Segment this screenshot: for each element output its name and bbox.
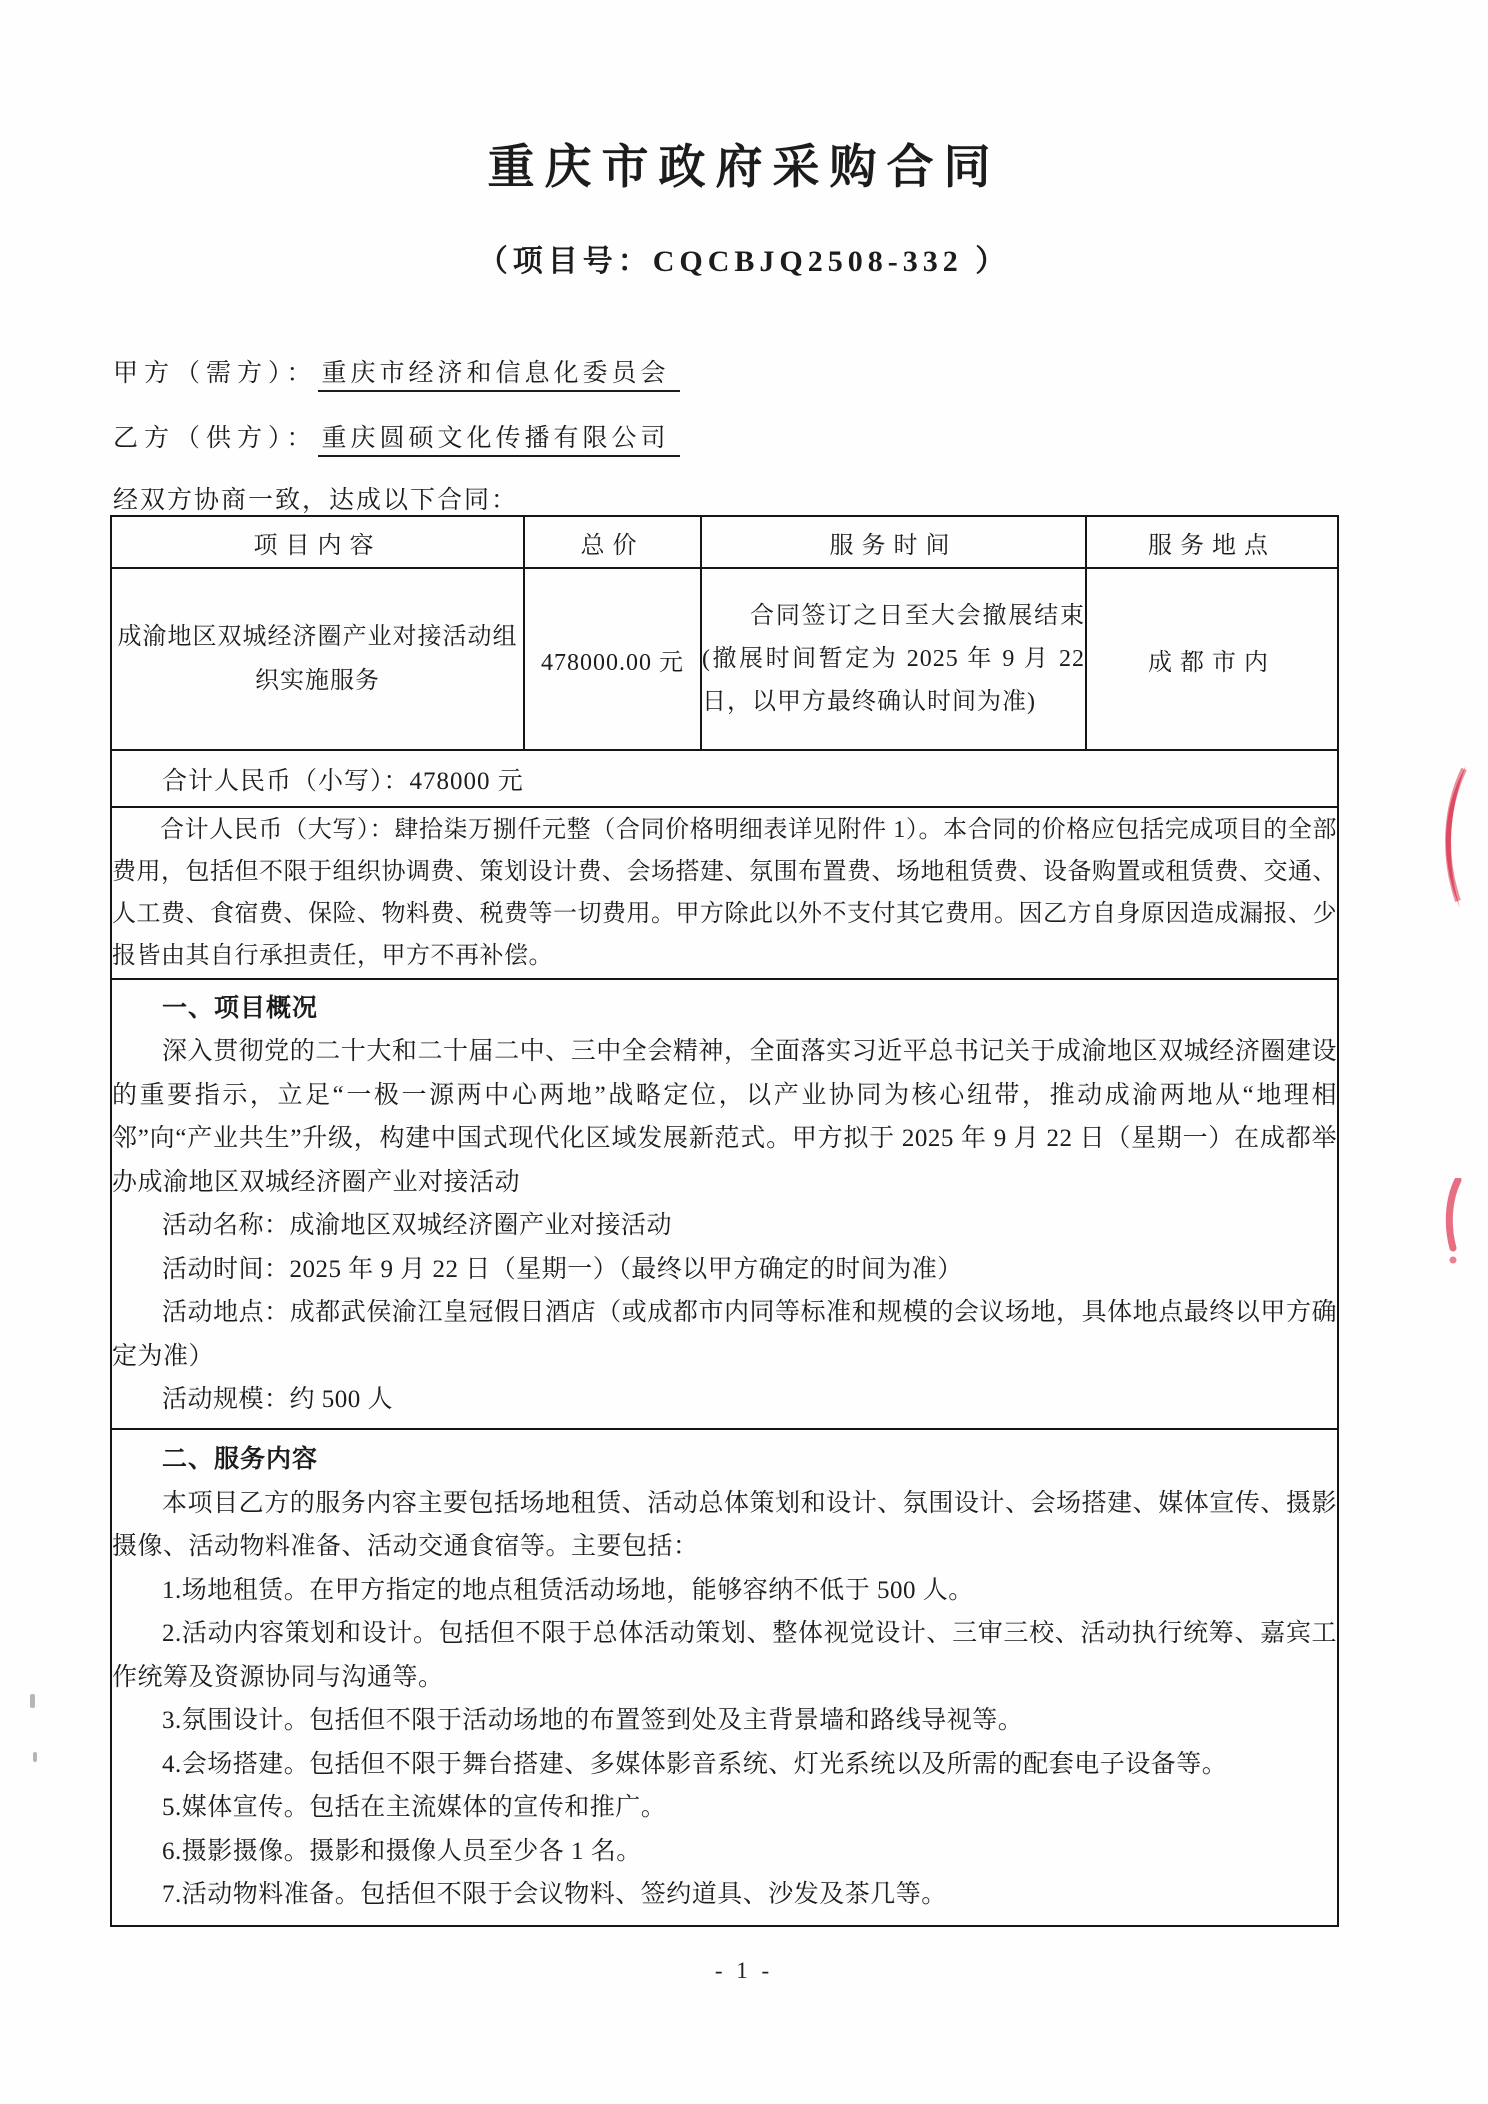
- section2-heading: 二、服务内容: [162, 1446, 319, 1474]
- service-item-4: 4.会场搭建。包括但不限于舞台搭建、多媒体影音系统、灯光系统以及所需的配套电子设备等。: [162, 1750, 1228, 1778]
- party-b-name: 重庆圆硕文化传播有限公司: [318, 425, 680, 457]
- activity-scale-line: 活动规模：约 500 人: [162, 1386, 394, 1413]
- party-b-label: 乙方（供方）：: [113, 425, 318, 452]
- total-amount-lower-cell: [111, 750, 1338, 807]
- section2-intro: 本项目乙方的服务内容主要包括场地租赁、活动总体策划和设计、氛围设计、会场搭建、媒体宣传、摄影摄像、活动物料准备、活动交通食宿等。主要包括：: [112, 1489, 1337, 1561]
- red-ink-mark-bottom: [1443, 1178, 1463, 1266]
- party-a-name: 重庆市经济和信息化委员会: [318, 360, 680, 392]
- page-title: 重庆市政府采购合同: [487, 142, 1001, 194]
- item-content-cell: 成渝地区双城经济圈产业对接活动组织实施服务: [111, 568, 524, 750]
- party-b-row: [113, 418, 680, 454]
- service-time-text: 合同签订之日至大会撤展结束(撤展时间暂定为 2025 年 9 月 22 日，以甲方最终确认时间为准): [702, 602, 1085, 715]
- red-ink-mark-top: [1433, 763, 1471, 911]
- party-a-label: 甲方（需方）：: [113, 360, 318, 387]
- total-uppercase-row: [111, 807, 1338, 979]
- service-item-2: 2.活动内容策划和设计。包括但不限于总体活动策划、整体视觉设计、三审三校、活动执行统筹、嘉宾工作统筹及资源协同与沟通等。: [112, 1620, 1337, 1691]
- contract-table: [110, 515, 1339, 1927]
- service-item-1: 1.场地租赁。在甲方指定的地点租赁活动场地，能够容纳不低于 500 人。: [162, 1576, 974, 1604]
- total-lowercase-row: [111, 750, 1338, 807]
- total-amount-lower: 合计人民币（小写）：478000 元: [162, 767, 524, 795]
- service-item-6: 6.摄影摄像。摄影和摄像人员至少各 1 名。: [162, 1837, 642, 1865]
- service-item-7: 7.活动物料准备。包括但不限于会议物料、签约道具、沙发及茶几等。: [162, 1881, 947, 1909]
- col-header-item: 项目内容: [111, 516, 524, 568]
- section-overview-row: [111, 979, 1338, 1429]
- section1-heading: 一、项目概况: [162, 994, 319, 1022]
- service-item-5: 5.媒体宣传。包括在主流媒体的宣传和推广。: [162, 1794, 667, 1822]
- service-location-cell: 成都市内: [1086, 568, 1338, 750]
- total-amount-upper: 合计人民币（大写）：肆拾柒万捌仟元整（合同价格明细表详见附件 1）。本合同的价格应包括完成项目的全部费用，包括但不限于组织协调费、策划设计费、会场搭建、氛围布置费、场地租赁费、设备购置或租赁费、交通、人工费、食宿费、保险、物料费、税费等一切费用。甲方除此以外不支付其它费用。因乙方自身原因造成漏报、少报皆由其自行承担责任，甲方不再补偿。: [112, 817, 1337, 969]
- col-header-price: 总价: [524, 516, 701, 568]
- total-amount-upper-cell: [111, 807, 1338, 979]
- page-number: - 1 -: [714, 1958, 774, 1983]
- service-time-cell: [701, 568, 1086, 750]
- scan-speck: [30, 1694, 35, 1708]
- col-header-time: 服务时间: [701, 516, 1086, 568]
- section1-paragraph: 深入贯彻党的二十大和二十届二中、三中全会精神，全面落实习近平总书记关于成渝地区双城经济圈建设的重要指示，立足“一极一源两中心两地”战略定位，以产业协同为核心纽带，推动成渝两地从“地理相邻”向“产业共生”升级，构建中国式现代化区域发展新范式。甲方拟于 2025 年 9 月 22 日（星期一）在成都举办成渝地区双城经济圈产业对接活动: [112, 1038, 1337, 1196]
- activity-time-line: 活动时间：2025 年 9 月 22 日（星期一）（最终以甲方确定的时间为准）: [162, 1255, 963, 1283]
- activity-place-line: 活动地点：成都武侯渝江皇冠假日酒店（或成都市内同等标准和规模的会议场地，具体地点最终以甲方确定为准）: [112, 1299, 1337, 1370]
- activity-name-line: 活动名称：成渝地区双城经济圈产业对接活动: [162, 1212, 673, 1239]
- agreement-intro: 经双方协商一致，达成以下合同：: [113, 487, 519, 514]
- section-services-row: [111, 1429, 1338, 1926]
- service-item-3: 3.氛围设计。包括但不限于活动场地的布置签到处及主背景墙和路线导视等。: [162, 1707, 1024, 1735]
- col-header-location: 服务地点: [1086, 516, 1338, 568]
- scan-speck: [33, 1752, 37, 1762]
- table-data-row: [111, 568, 1338, 750]
- party-a-row: [113, 353, 680, 389]
- table-header-row: [111, 516, 1338, 568]
- section-services-cell: [111, 1429, 1338, 1926]
- project-number: （项目号：CQCBJQ2508-332 ）: [477, 245, 1011, 278]
- total-price-cell: 478000.00 元: [524, 568, 701, 750]
- section-overview-cell: [111, 979, 1338, 1429]
